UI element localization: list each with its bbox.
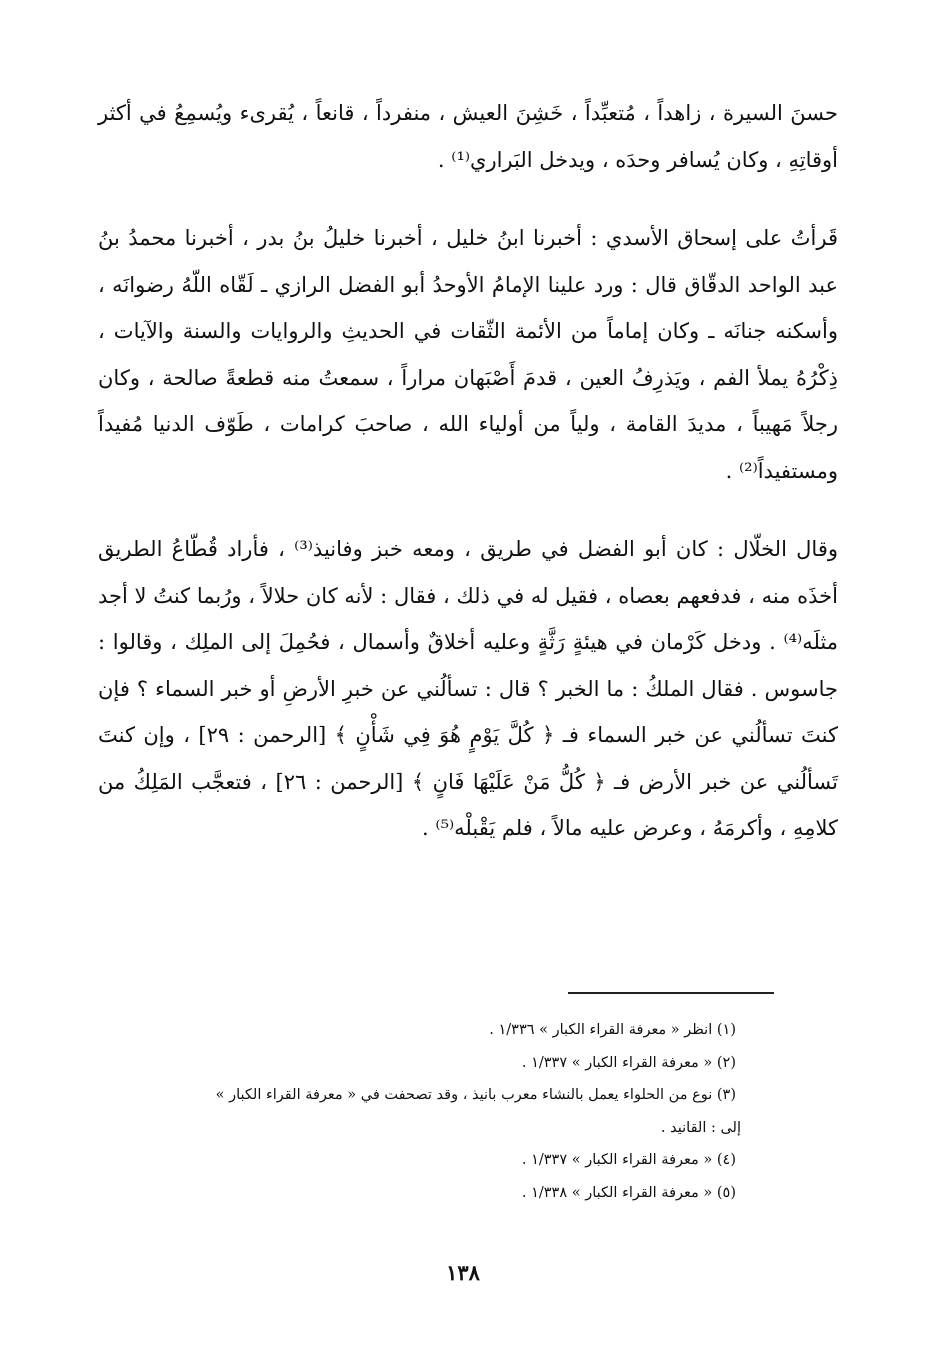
footnote-5: (٥) « معرفة القراء الكبار » ١/٣٣٨ . [521,1184,736,1201]
footnote-separator [568,992,774,994]
paragraph-3: وقال الخلّال : كان أبو الفضل في طريق ، ومعه خبز وفانيذ⁽³⁾ ، فأراد قُطّاعُ الطريق أخذَه منه ، فدفعهم بعصاه ، فقيل له في ذلك ، فقال : لأنه كان حلالاً ، ورُبما كنتُ لا أجد مثلَه⁽⁴⁾ . ودخل كَرْمان في هيئةٍ رَثَّةٍ وعليه أخلاقٌ وأسمال ، فحُمِلَ إلى الملِك ، وقالوا : جاسوس . فقال الملكُ : ما الخبر ؟ قال : تسألُني عن خبرِ الأرضِ أو خبر السماء ؟ فإن كنتَ تسألُني عن خبر السماء فـ ﴿ كُلَّ يَوْمٍ هُوَ فِي شَأْنٍ ﴾ [الرحمن : ٢٩] ، وإن كنتَ تَسألُني عن خبر الأرض فـ ﴿ كُلُّ مَنْ عَلَيْهَا فَانٍ ﴾ [الرحمن : ٢٦] ، فتعجَّب المَلِكُ من كلامِهِ ، وأكرمَهُ ، وعرض عليه مالاً ، فلم يَقْبلْه⁽⁵⁾ . [98,537,839,840]
footnote-3: (٣) نوع من الحلواء يعمل بالنشاء معرب بانيذ ، وقد تصحفت في « معرفة القراء الكبار » [215,1087,736,1103]
footnote-3-continuation: إلى : القانيد . [660,1119,741,1136]
footnote-2: (٢) « معرفة القراء الكبار » ١/٣٣٧ . [521,1054,736,1071]
paragraph-2: قَرأتُ على إسحاق الأسدي : أخبرنا ابنُ خليل ، أخبرنا خليلُ بنُ بدر ، أخبرنا محمدُ بنُ عبد الواحد الدقّاق قال : ورد علينا الإمامُ الأوحدُ أبو الفضل الرازي ـ لَقّاه اللّهُ رضوانَه ، وأسكنه جنانَه ـ وكان إماماً من الأئمة الثّقات في الحديثِ والروايات والسنة والآيات ، ذِكْرُهُ يملأ الفم ، ويَذرِفُ العين ، قدمَ أَصْبَهان مراراً ، سمعتُ منه قطعةً صالحة ، وكان رجلاً مَهيباً ، مديدَ القامة ، ولياً من أولياء الله ، صاحبَ كرامات ، طَوّف الدنيا مُفيداً ومستفيداً⁽²⁾ . [98,226,838,483]
footnote-1: (١) انظر « معرفة القراء الكبار » ١/٣٣٦ . [489,1022,736,1038]
page-number: ١٣٨ [446,1260,480,1285]
footnotes [98,1014,741,1209]
footnote-4: (٤) « معرفة القراء الكبار » ١/٣٣٧ . [521,1152,736,1168]
main-text [98,90,838,852]
paragraph-1: حسنَ السيرة ، زاهداً ، مُتعبِّداً ، خَشِنَ العيش ، منفرداً ، قانعاً ، يُقرىء ويُسمِعُ في أكثر أوقاتِهِ ، وكان يُسافر وحدَه ، ويدخل البَراري⁽¹⁾ . [98,101,838,172]
